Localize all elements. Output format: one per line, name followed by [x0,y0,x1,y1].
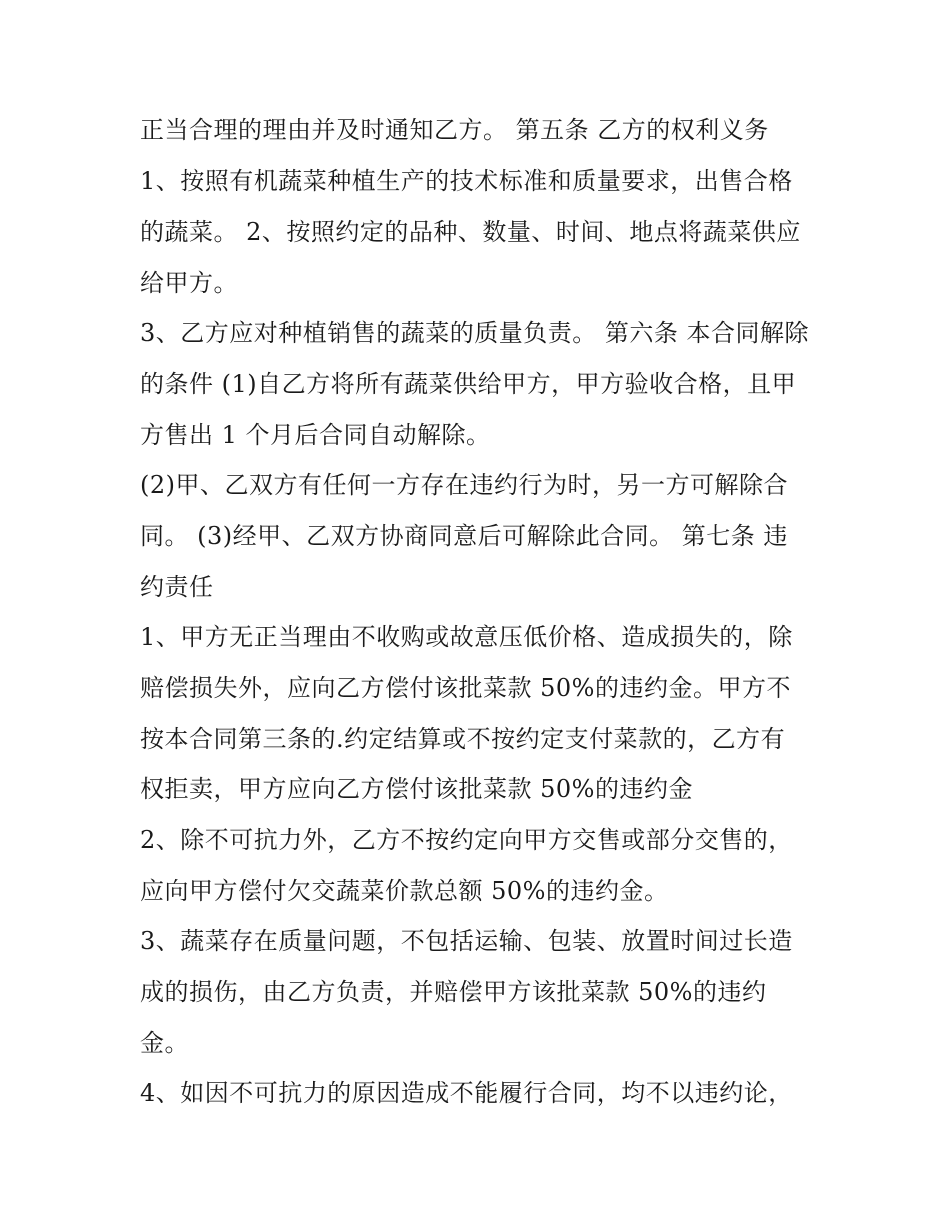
text-line: 正当合理的理由并及时通知乙方。 第五条 乙方的权利义务 [140,116,769,144]
text-line: 赔偿损失外，应向乙方偿付该批菜款 50%的违约金。甲方不 [140,674,791,702]
text-line: 金。 [140,1029,189,1057]
text-line: 约责任 [140,573,214,601]
text-line: 方售出 1 个月后合同自动解除。 [140,421,491,449]
text-line: 给甲方。 [140,269,238,297]
text-line: 1、按照有机蔬菜种植生产的技术标准和质量要求，出售合格 [140,167,793,195]
text-line: 3、蔬菜存在质量问题，不包括运输、包装、放置时间过长造 [140,927,793,955]
text-line: 3、乙方应对种植销售的蔬菜的质量负责。 第六条 本合同解除 [140,319,810,347]
text-line: (2)甲、乙双方有任何一方存在违约行为时，另一方可解除合 [140,471,788,499]
text-line: 应向甲方偿付欠交蔬菜价款总额 50%的违约金。 [140,877,669,905]
text-line: 1、甲方无正当理由不收购或故意压低价格、造成损失的，除 [140,623,793,651]
text-line: 4、如因不可抗力的原因造成不能履行合同，均不以违约论， [140,1079,793,1107]
text-line: 权拒卖，甲方应向乙方偿付该批菜款 50%的违约金 [140,775,693,803]
text-line: 同。 (3)经甲、乙双方协商同意后可解除此合同。 第七条 违 [140,522,788,550]
text-line: 按本合同第三条的.约定结算或不按约定支付菜款的，乙方有 [140,725,786,753]
text-line: 的蔬菜。 2、按照约定的品种、数量、时间、地点将蔬菜供应 [140,218,801,246]
text-line: 的条件 (1)自乙方将所有蔬菜供给甲方，甲方验收合格，且甲 [140,370,797,398]
text-line: 2、除不可抗力外，乙方不按约定向甲方交售或部分交售的， [140,826,793,854]
text-line: 成的损伤，由乙方负责，并赔偿甲方该批菜款 50%的违约 [140,978,767,1006]
